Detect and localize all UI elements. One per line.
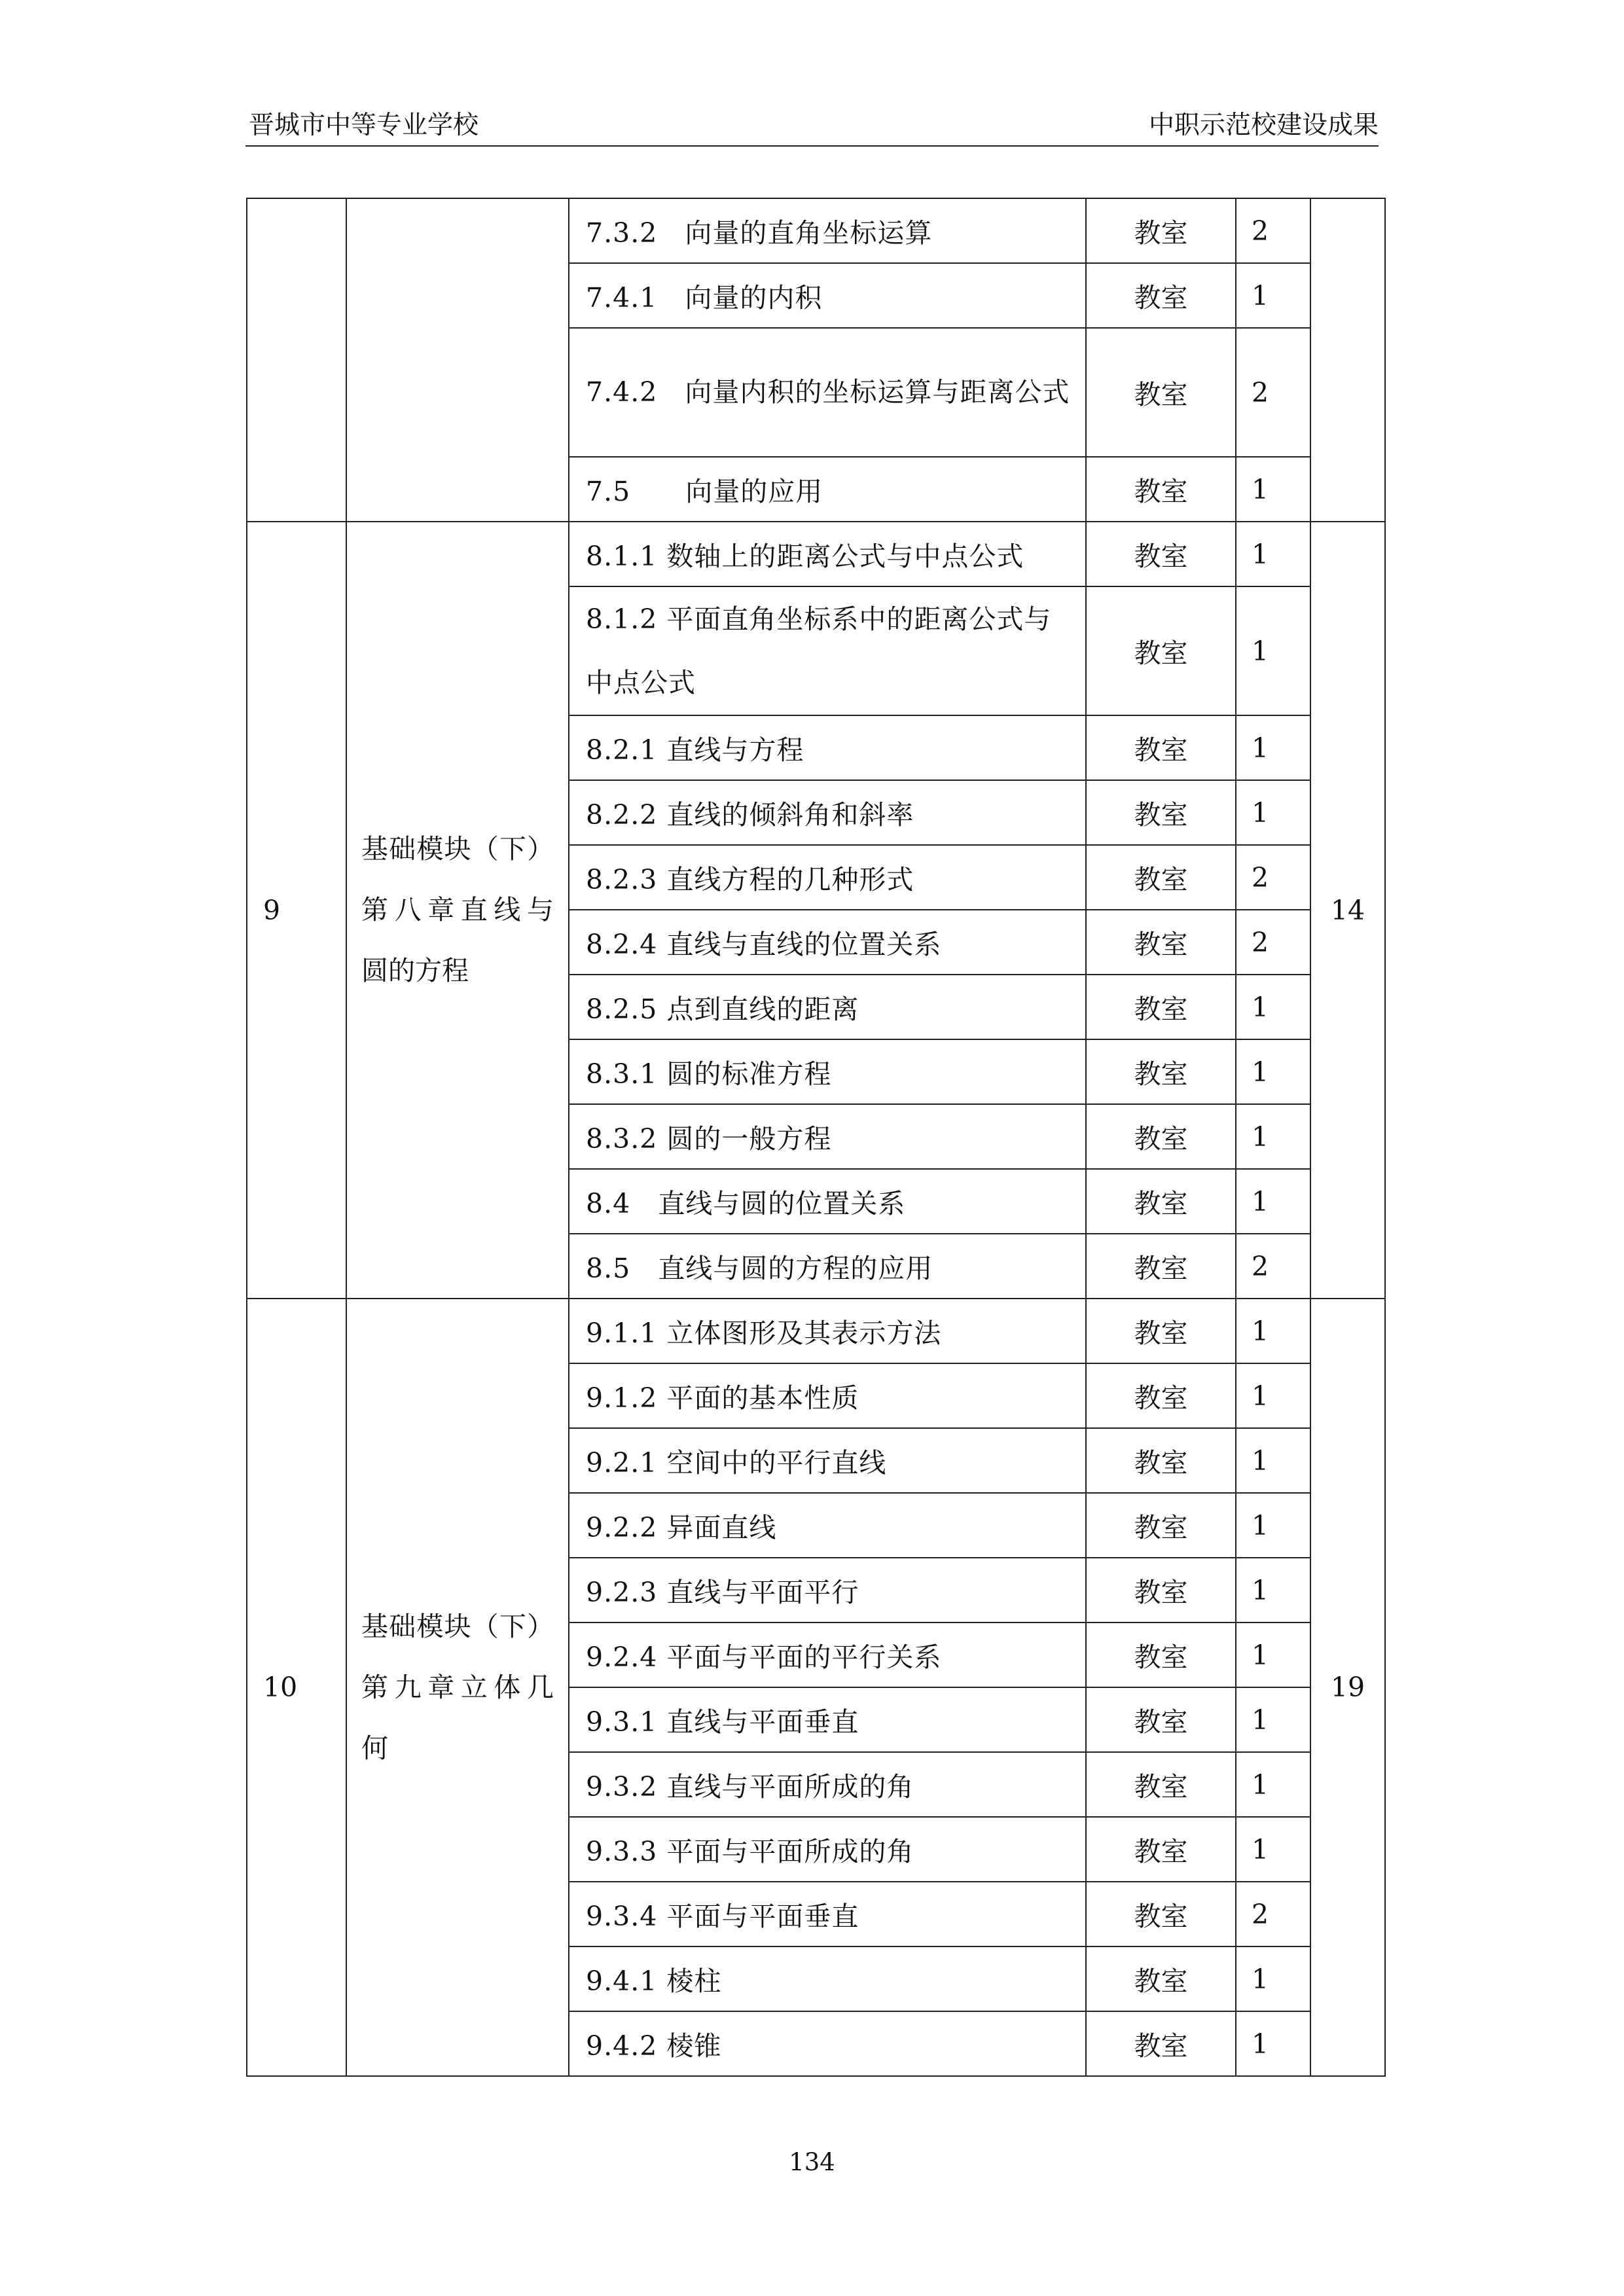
group-number-cell: 10 (247, 1299, 346, 2076)
hours-cell: 1 (1236, 457, 1310, 522)
hours-cell: 1 (1236, 1299, 1310, 1363)
location-cell: 教室 (1086, 1558, 1236, 1623)
total-hours-cell: 19 (1310, 1299, 1385, 2076)
hours-cell: 1 (1236, 1946, 1310, 2011)
hours-cell: 1 (1236, 263, 1310, 328)
lesson-cell: 8.5 直线与圆的方程的应用 (569, 1234, 1086, 1299)
lesson-cell: 9.4.2 棱锥 (569, 2011, 1086, 2076)
hours-cell: 1 (1236, 1493, 1310, 1558)
lesson-cell: 9.2.1 空间中的平行直线 (569, 1428, 1086, 1493)
lesson-cell: 8.2.3 直线方程的几种形式 (569, 845, 1086, 910)
location-cell: 教室 (1086, 975, 1236, 1039)
module-cell (346, 1299, 569, 2076)
location-cell: 教室 (1086, 1299, 1236, 1363)
location-cell: 教室 (1086, 1882, 1236, 1946)
lesson-cell: 8.4 直线与圆的位置关系 (569, 1169, 1086, 1234)
lesson-cell: 7.5 向量的应用 (569, 457, 1086, 522)
location-cell: 教室 (1086, 715, 1236, 780)
lesson-cell: 9.3.4 平面与平面垂直 (569, 1882, 1086, 1946)
hours-cell: 1 (1236, 522, 1310, 586)
hours-cell: 1 (1236, 1428, 1310, 1493)
hours-cell: 1 (1236, 1039, 1310, 1104)
hours-cell: 1 (1236, 1817, 1310, 1882)
lesson-cell: 9.1.2 平面的基本性质 (569, 1363, 1086, 1428)
lesson-cell: 8.2.5 点到直线的距离 (569, 975, 1086, 1039)
header-title: 中职示范校建设成果 (1148, 111, 1379, 140)
lesson-cell: 8.2.1 直线与方程 (569, 715, 1086, 780)
location-cell: 教室 (1086, 1687, 1236, 1752)
hours-cell: 1 (1236, 1104, 1310, 1169)
hours-cell: 2 (1236, 328, 1310, 457)
location-cell: 教室 (1086, 263, 1236, 328)
total-hours-cell: 14 (1310, 522, 1385, 1299)
hours-cell: 1 (1236, 1169, 1310, 1234)
hours-cell: 2 (1236, 198, 1310, 263)
location-cell: 教室 (1086, 457, 1236, 522)
table-row (247, 1299, 1385, 1363)
lesson-cell: 8.3.1 圆的标准方程 (569, 1039, 1086, 1104)
location-cell: 教室 (1086, 1946, 1236, 2011)
location-cell: 教室 (1086, 910, 1236, 975)
lesson-cell: 9.2.4 平面与平面的平行关系 (569, 1623, 1086, 1687)
lesson-cell: 7.4.1 向量的内积 (569, 263, 1086, 328)
page-number: 134 (789, 2148, 835, 2176)
module-line: 第九章立体几 (361, 1671, 554, 1703)
location-cell: 教室 (1086, 845, 1236, 910)
location-cell: 教室 (1086, 1428, 1236, 1493)
module-line: 何 (361, 1732, 388, 1764)
lesson-cell: 7.3.2 向量的直角坐标运算 (569, 198, 1086, 263)
lesson-cell: 9.1.1 立体图形及其表示方法 (569, 1299, 1086, 1363)
module-line: 基础模块（下） (361, 1610, 554, 1642)
lesson-cell: 8.1.1 数轴上的距离公式与中点公式 (569, 522, 1086, 586)
course-schedule-table (246, 198, 1386, 2077)
hours-cell: 1 (1236, 1363, 1310, 1428)
hours-cell: 1 (1236, 1558, 1310, 1623)
hours-cell: 2 (1236, 1882, 1310, 1946)
lesson-cell: 8.1.2 平面直角坐标系中的距离公式与中点公式 (569, 586, 1086, 715)
lesson-cell: 9.2.3 直线与平面平行 (569, 1558, 1086, 1623)
location-cell: 教室 (1086, 1817, 1236, 1882)
location-cell: 教室 (1086, 1104, 1236, 1169)
table-row (247, 522, 1385, 586)
location-cell: 教室 (1086, 780, 1236, 845)
location-cell: 教室 (1086, 522, 1236, 586)
module-cell (346, 198, 569, 522)
hours-cell: 1 (1236, 1623, 1310, 1687)
lesson-cell: 9.3.2 直线与平面所成的角 (569, 1752, 1086, 1817)
location-cell: 教室 (1086, 1363, 1236, 1428)
module-line: 第八章直线与 (361, 894, 554, 925)
hours-cell: 1 (1236, 586, 1310, 715)
location-cell: 教室 (1086, 1169, 1236, 1234)
location-cell: 教室 (1086, 198, 1236, 263)
location-cell: 教室 (1086, 328, 1236, 457)
location-cell: 教室 (1086, 1752, 1236, 1817)
hours-cell: 2 (1236, 1234, 1310, 1299)
location-cell: 教室 (1086, 1039, 1236, 1104)
lesson-cell: 7.4.2 向量内积的坐标运算与距离公式 (569, 328, 1086, 457)
hours-cell: 1 (1236, 1687, 1310, 1752)
hours-cell: 2 (1236, 910, 1310, 975)
module-line: 圆的方程 (361, 955, 469, 986)
page-header (245, 113, 1379, 147)
hours-cell: 1 (1236, 780, 1310, 845)
lesson-cell: 9.2.2 异面直线 (569, 1493, 1086, 1558)
header-school-name: 晋城市中等专业学校 (249, 111, 479, 140)
hours-cell: 1 (1236, 715, 1310, 780)
hours-cell: 1 (1236, 1752, 1310, 1817)
group-number-cell: 9 (247, 522, 346, 1299)
location-cell: 教室 (1086, 2011, 1236, 2076)
module-cell (346, 522, 569, 1299)
lesson-cell: 9.3.3 平面与平面所成的角 (569, 1817, 1086, 1882)
table-row (247, 198, 1385, 263)
location-cell: 教室 (1086, 1493, 1236, 1558)
hours-cell: 1 (1236, 975, 1310, 1039)
lesson-cell: 8.2.4 直线与直线的位置关系 (569, 910, 1086, 975)
location-cell: 教室 (1086, 1234, 1236, 1299)
group-number-cell (247, 198, 346, 522)
module-line: 基础模块（下） (361, 833, 554, 865)
lesson-cell: 9.4.1 棱柱 (569, 1946, 1086, 2011)
lesson-cell: 8.2.2 直线的倾斜角和斜率 (569, 780, 1086, 845)
location-cell: 教室 (1086, 1623, 1236, 1687)
location-cell: 教室 (1086, 586, 1236, 715)
lesson-cell: 8.3.2 圆的一般方程 (569, 1104, 1086, 1169)
hours-cell: 2 (1236, 845, 1310, 910)
hours-cell: 1 (1236, 2011, 1310, 2076)
lesson-cell: 9.3.1 直线与平面垂直 (569, 1687, 1086, 1752)
total-hours-cell (1310, 198, 1385, 522)
